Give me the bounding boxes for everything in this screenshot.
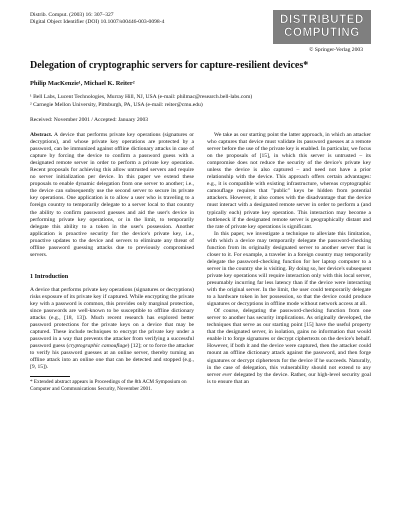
- journal-line-1: Distrib. Comput. (2003) 16: 307–327: [30, 12, 114, 18]
- received-dates: Received: November 2001 / Accepted: January 2003: [30, 117, 149, 123]
- page-header: [30, 10, 371, 54]
- journal-line-2: Digital Object Identifier (DOI) 10.1007/s00446-003-0098-4: [30, 19, 165, 25]
- author-list: Philip MacKenzie¹, Michael K. Reiter²: [30, 80, 135, 87]
- journal-logo: [273, 10, 371, 44]
- abstract: [30, 132, 194, 259]
- affiliations: [30, 94, 371, 109]
- paper-title: Delegation of cryptographic servers for capture-resilient devices*: [30, 60, 309, 71]
- intro-text-2: ) [12]; or to force the attacker to verify his password guesses at an online server, thereby turning an offline attack into an online one that can be detected and stopped (e.g., [9, 15]).: [30, 343, 194, 371]
- right-paragraph-2: In this paper, we investigate a technique to alleviate this limitation, with which a device may temporarily delegate the password-checking function from its originally designated server to another server that is closer to it. For example, a traveler in a foreign country may temporarily delegate the password-checking function for her laptop computer to a server in the country she is visiting. By doing so, her device's subsequent private key operations will require interaction only with this local server, presumably incurring far less latency than if the device were interacting with the original server. In the limit, the user could temporarily delegate to a hardware token in her possession, so that the device could produce signatures or decryptions in offline mode without network access at all.: [207, 230, 371, 308]
- body-columns: [30, 132, 371, 392]
- abstract-text: A device that performs private key operations (signatures or decryptions), and whose private key operations are protected by a password, can be immunized against offline dictionary attacks in case of capture by forcing the device to confirm a password guess with a designated remote server in order to perform a private key operation. Recent proposals for achieving this allow untrusted servers and require no server initialization per device. In this paper we extend these proposals to enable dynamic delegation from one server to another; i.e., the device can subsequently use the second server to secure its private key operations. One application is to allow a user who is traveling to a foreign country to temporarily delegate to a server local to that country the ability to confirm password guesses and aid the user's device in performing private key operations, or in the limit, to temporarily delegate this ability to a token in the user's possession. Another application is proactive security for the device's private key, i.e., proactive updates to the device and servers to eliminate any threat of offline password guessing attacks due to previously compromised servers.: [30, 132, 194, 258]
- logo-line-1: DISTRIBUTED: [280, 14, 364, 26]
- right-p3-emphasis: ever: [222, 371, 233, 378]
- intro-paragraph: [30, 287, 194, 372]
- logo-line-2: COMPUTING: [284, 27, 360, 39]
- right-paragraph-3: [207, 308, 371, 386]
- journal-citation: [30, 12, 164, 26]
- right-p3-text: Of course, delegating the password-checking function from one server to another has security implications. As originally developed, the techniques that serve as our starting point [15] have the useful property that the designated server, in isolation, gains no information that would enable it to forge signatures or decrypt ciphertexts on the device's behalf. However, if both it and the device were captured, then the attacker could mount an offline dictionary attack against the password, and then forge signatures or decrypt ciphertexts for the device if he succeeds. Naturally, in the case of delegation, this vulnerability should not extend to any server: [207, 308, 371, 378]
- affiliation-1: ¹ Bell Labs, Lucent Technologies, Murray Hill, NJ, USA (e-mail: philmac@research.bell-labs.com): [30, 94, 253, 100]
- intro-emphasis: cryptographic camouflage: [68, 343, 128, 350]
- right-paragraph-1: We take as our starting point the latter approach, in which an attacker who captures that device must validate its password guesses at a remote server before the use of the private key is enabled. In particular, we focus on the proposals of [15], in which this server is untrusted – its compromise does not reduce the security of the device's private key unless the device is also captured – and need not have a prior relationship with the device. This approach offers certain advantages: e.g., it is compatible with existing infrastructure, whereas cryptographic camouflage requires that "public" keys be hidden from potential attackers. However, it also comes with the disadvantage that the device must interact with a designated remote server in order to perform a (and typically each) private key operation. This interaction may become a bottleneck if the designated remote server is geographically distant and the rate of private key operations is significant.: [207, 132, 371, 230]
- publisher-copyright: © Springer-Verlag 2003: [309, 47, 363, 53]
- intro-text: A device that performs private key operations (signatures or decryptions) risks exposure of its private key if captured. While encrypting the private key with a password is common, this provides only marginal protection, since passwords are well-known to be susceptible to offline dictionary attacks (e.g., [18, 13]). Much recent research has explored better password protections for the private keys on a device that may be captured. These include techniques to encrypt the private key under a password in a way that prevents the attacker from verifying a successful password guess (: [30, 286, 194, 350]
- right-column: [207, 132, 371, 392]
- affiliation-2: ² Carnegie Mellon University, Pittsburgh, PA, USA (e-mail: reiter@cmu.edu): [30, 102, 203, 108]
- abstract-label: Abstract.: [30, 132, 53, 138]
- footnote: * Extended abstract appears in Proceedings of the 8th ACM Symposium on Computer and Communications Security, November 2001.: [30, 379, 187, 392]
- section-heading-introduction: 1 Introduction: [30, 272, 69, 280]
- left-column: [30, 132, 194, 392]
- right-p3-end: delegated by the device. Rather, our high-level security goal is to ensure that an: [207, 371, 371, 385]
- footnote-rule: [30, 376, 70, 377]
